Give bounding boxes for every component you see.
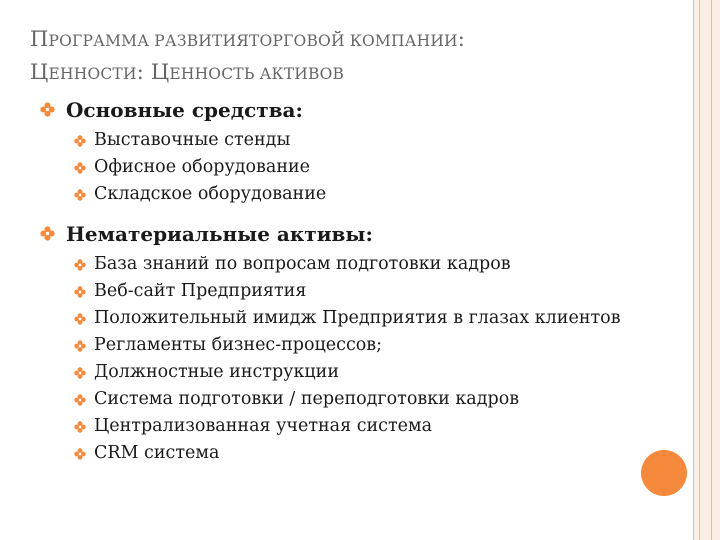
title-fragment: : Ц	[136, 60, 170, 84]
flower-bullet-small-icon	[74, 394, 86, 406]
list-item	[72, 413, 660, 440]
list-item	[72, 305, 660, 332]
slide-content	[40, 96, 660, 467]
slide-title-line-2	[30, 57, 670, 90]
list-item	[72, 359, 660, 386]
flower-bullet-small-icon	[74, 259, 86, 271]
list-item-text: Регламенты бизнес-процессов;	[94, 335, 383, 355]
section-heading	[40, 220, 660, 248]
title-fragment: П	[30, 27, 49, 51]
list-item-text: Веб-сайт Предприятия	[94, 281, 307, 301]
flower-bullet-small-icon	[74, 286, 86, 298]
title-fragment: ТОРГОВОЙ КОМПАНИИ	[249, 32, 458, 50]
list-item	[72, 332, 660, 359]
list-item	[72, 181, 660, 208]
flower-bullet-small-icon	[74, 421, 86, 433]
list-item	[72, 154, 660, 181]
title-fragment: ЕННОСТИ	[48, 65, 137, 83]
flower-bullet-small-icon	[74, 135, 86, 147]
list-item-text: Централизованная учетная система	[94, 416, 433, 436]
frame-line	[693, 0, 694, 540]
section-heading	[40, 96, 660, 124]
section-intangible-assets	[40, 220, 660, 467]
list-item	[72, 386, 660, 413]
title-fragment: :	[457, 27, 466, 51]
frame-line	[711, 0, 712, 540]
section-heading-text: Нематериальные активы:	[66, 222, 373, 246]
slide-title	[30, 24, 670, 90]
section-item-list	[40, 251, 660, 467]
list-item-text: Должностные инструкции	[94, 362, 339, 382]
section-heading-text: Основные средства:	[66, 98, 303, 122]
flower-bullet-icon	[40, 226, 55, 241]
section-fixed-assets	[40, 96, 660, 208]
flower-bullet-small-icon	[74, 367, 86, 379]
list-item-text: Положительный имидж Предприятия в глазах клиентов	[94, 308, 621, 328]
title-fragment: ЕННОСТЬ АКТИВОВ	[169, 65, 345, 83]
list-item	[72, 127, 660, 154]
list-item-text: CRM система	[94, 443, 220, 463]
flower-bullet-icon	[40, 102, 55, 117]
flower-bullet-small-icon	[74, 448, 86, 460]
flower-bullet-small-icon	[74, 189, 86, 201]
slide-frame-right	[694, 0, 720, 540]
section-item-list	[40, 127, 660, 208]
list-item	[72, 440, 660, 467]
list-item-text: Офисное оборудование	[94, 157, 311, 177]
list-item-text: Складское оборудование	[94, 184, 327, 204]
slide-title-line-1	[30, 24, 670, 57]
list-item-text: База знаний по вопросам подготовки кадров	[94, 254, 511, 274]
title-fragment: Ц	[30, 60, 49, 84]
title-fragment: РОГРАММА РАЗВИТИЯ	[48, 32, 249, 50]
flower-bullet-small-icon	[74, 162, 86, 174]
frame-line	[699, 0, 700, 540]
list-item-text: Система подготовки / переподготовки кадров	[94, 389, 520, 409]
list-item	[72, 278, 660, 305]
list-item-text: Выставочные стенды	[94, 130, 291, 150]
list-item	[72, 251, 660, 278]
flower-bullet-small-icon	[74, 340, 86, 352]
flower-bullet-small-icon	[74, 313, 86, 325]
